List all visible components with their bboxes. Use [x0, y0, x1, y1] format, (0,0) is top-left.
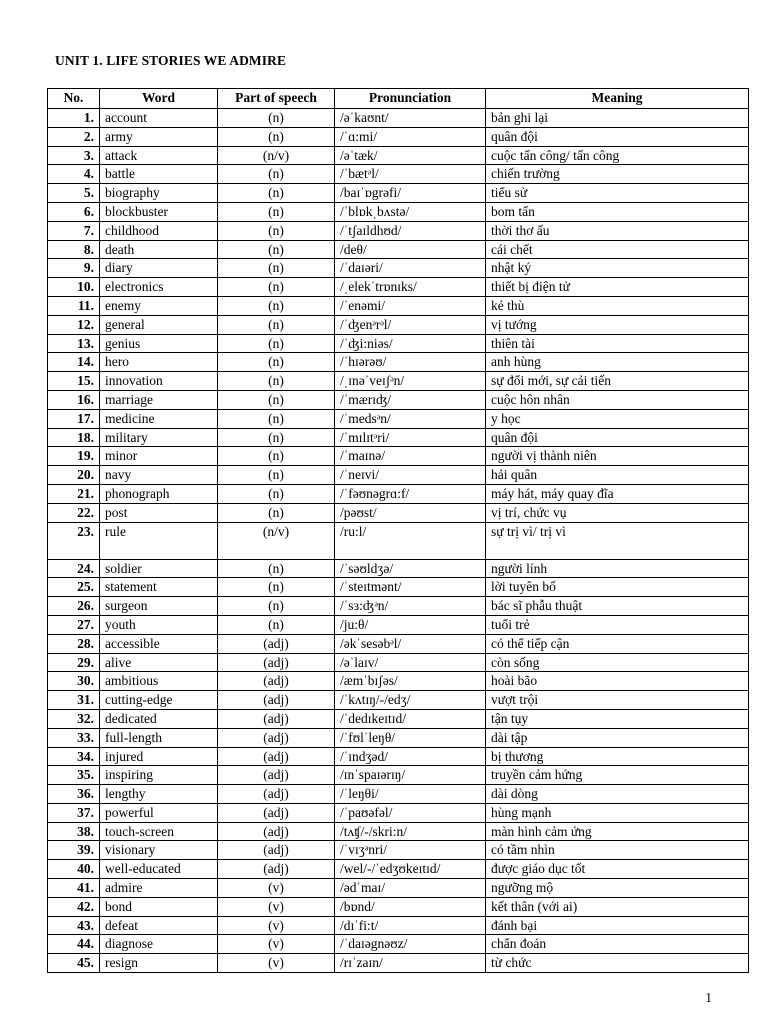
row-meaning: sự đổi mới, sự cải tiến	[486, 372, 749, 391]
row-word: surgeon	[100, 597, 218, 616]
row-word: touch-screen	[100, 822, 218, 841]
row-number: 32.	[48, 709, 100, 728]
row-pronunciation: /æmˈbɪʃəs/	[335, 672, 486, 691]
table-row	[48, 897, 749, 916]
row-part-of-speech: (adj)	[218, 634, 335, 653]
row-number: 37.	[48, 803, 100, 822]
table-row	[48, 841, 749, 860]
row-word: ambitious	[100, 672, 218, 691]
row-part-of-speech: (adj)	[218, 747, 335, 766]
row-meaning: kết thân (với ai)	[486, 897, 749, 916]
row-number: 5.	[48, 184, 100, 203]
row-meaning: tiểu sử	[486, 184, 749, 203]
row-meaning: đánh bại	[486, 916, 749, 935]
row-part-of-speech: (n/v)	[218, 146, 335, 165]
table-row	[48, 202, 749, 221]
table-row	[48, 578, 749, 597]
row-meaning: anh hùng	[486, 353, 749, 372]
row-part-of-speech: (adj)	[218, 766, 335, 785]
row-word: medicine	[100, 409, 218, 428]
row-pronunciation: /ˈtʃaɪldhʊd/	[335, 221, 486, 240]
row-meaning: chẩn đoán	[486, 935, 749, 954]
row-part-of-speech: (v)	[218, 935, 335, 954]
row-number: 19.	[48, 447, 100, 466]
row-pronunciation: /tʌʧ/-/skri:n/	[335, 822, 486, 841]
vocabulary-table	[47, 88, 749, 973]
row-word: blockbuster	[100, 202, 218, 221]
row-word: electronics	[100, 278, 218, 297]
row-meaning: bom tấn	[486, 202, 749, 221]
row-word: genius	[100, 334, 218, 353]
row-meaning: có thể tiếp cận	[486, 634, 749, 653]
row-part-of-speech: (n)	[218, 615, 335, 634]
row-number: 33.	[48, 728, 100, 747]
row-pronunciation: /ˈenəmi/	[335, 296, 486, 315]
row-word: defeat	[100, 916, 218, 935]
row-part-of-speech: (v)	[218, 954, 335, 973]
row-part-of-speech: (n)	[218, 259, 335, 278]
row-pronunciation: /ˈfəʊnəgrɑ:f/	[335, 484, 486, 503]
table-body	[48, 109, 749, 973]
row-word: inspiring	[100, 766, 218, 785]
row-part-of-speech: (n)	[218, 109, 335, 128]
table-row	[48, 278, 749, 297]
row-pronunciation: /ˈsteɪtmənt/	[335, 578, 486, 597]
row-meaning: y học	[486, 409, 749, 428]
header-no: No.	[48, 89, 100, 109]
table-row	[48, 785, 749, 804]
table-row	[48, 935, 749, 954]
row-meaning: tuổi trẻ	[486, 615, 749, 634]
row-meaning: có tầm nhìn	[486, 841, 749, 860]
row-part-of-speech: (v)	[218, 879, 335, 898]
row-part-of-speech: (n)	[218, 466, 335, 485]
row-number: 36.	[48, 785, 100, 804]
table-row	[48, 146, 749, 165]
row-pronunciation: /wel/-/ˈedʒʊkeɪtɪd/	[335, 860, 486, 879]
row-pronunciation: /ˈɑ:mi/	[335, 127, 486, 146]
row-meaning: từ chức	[486, 954, 749, 973]
row-part-of-speech: (n)	[218, 390, 335, 409]
table-row	[48, 240, 749, 259]
row-word: visionary	[100, 841, 218, 860]
table-row	[48, 428, 749, 447]
row-part-of-speech: (n)	[218, 353, 335, 372]
row-meaning: ngưỡng mộ	[486, 879, 749, 898]
row-pronunciation: /ˈʤi:niəs/	[335, 334, 486, 353]
row-part-of-speech: (n)	[218, 221, 335, 240]
row-pronunciation: /əˈlaɪv/	[335, 653, 486, 672]
row-number: 8.	[48, 240, 100, 259]
row-word: youth	[100, 615, 218, 634]
row-meaning: kẻ thù	[486, 296, 749, 315]
row-pronunciation: /ˈbætᵊl/	[335, 165, 486, 184]
row-number: 20.	[48, 466, 100, 485]
row-pronunciation: /ˌelekˈtrɒnɪks/	[335, 278, 486, 297]
row-number: 18.	[48, 428, 100, 447]
row-word: phonograph	[100, 484, 218, 503]
row-part-of-speech: (n)	[218, 428, 335, 447]
row-part-of-speech: (n)	[218, 184, 335, 203]
row-word: marriage	[100, 390, 218, 409]
row-number: 40.	[48, 860, 100, 879]
row-number: 16.	[48, 390, 100, 409]
table-row	[48, 390, 749, 409]
table-row	[48, 597, 749, 616]
row-pronunciation: /rɪˈzaɪn/	[335, 954, 486, 973]
row-word: cutting-edge	[100, 691, 218, 710]
header-word: Word	[100, 89, 218, 109]
row-meaning: dài dòng	[486, 785, 749, 804]
row-pronunciation: /ˈfʊlˈleŋθ/	[335, 728, 486, 747]
row-meaning: vượt trội	[486, 691, 749, 710]
row-pronunciation: /ˈleŋθi/	[335, 785, 486, 804]
row-pronunciation: /baɪˈɒgrəfi/	[335, 184, 486, 203]
row-number: 15.	[48, 372, 100, 391]
row-pronunciation: /ˈdaɪəri/	[335, 259, 486, 278]
row-word: accessible	[100, 634, 218, 653]
row-part-of-speech: (n/v)	[218, 522, 335, 559]
row-pronunciation: /ˌɪnəˈveɪʃᵊn/	[335, 372, 486, 391]
row-number: 31.	[48, 691, 100, 710]
row-pronunciation: /ˈmedsᵊn/	[335, 409, 486, 428]
row-part-of-speech: (n)	[218, 503, 335, 522]
row-meaning: thiết bị điện tử	[486, 278, 749, 297]
row-pronunciation: /ədˈmaɪ/	[335, 879, 486, 898]
row-part-of-speech: (adj)	[218, 785, 335, 804]
row-number: 7.	[48, 221, 100, 240]
row-pronunciation: /ˈmɪlɪtᵊri/	[335, 428, 486, 447]
row-pronunciation: /pəʊst/	[335, 503, 486, 522]
row-meaning: thời thơ ấu	[486, 221, 749, 240]
row-part-of-speech: (adj)	[218, 860, 335, 879]
table-row	[48, 615, 749, 634]
row-pronunciation: /ˈvɪʒᵊnri/	[335, 841, 486, 860]
row-number: 30.	[48, 672, 100, 691]
row-part-of-speech: (adj)	[218, 803, 335, 822]
table-row	[48, 728, 749, 747]
row-number: 1.	[48, 109, 100, 128]
row-number: 43.	[48, 916, 100, 935]
row-part-of-speech: (n)	[218, 578, 335, 597]
header-meaning: Meaning	[486, 89, 749, 109]
table-row	[48, 466, 749, 485]
row-meaning: vị tướng	[486, 315, 749, 334]
row-word: lengthy	[100, 785, 218, 804]
row-number: 9.	[48, 259, 100, 278]
row-number: 38.	[48, 822, 100, 841]
row-number: 26.	[48, 597, 100, 616]
row-part-of-speech: (v)	[218, 897, 335, 916]
row-meaning: người vị thành niên	[486, 447, 749, 466]
table-row	[48, 522, 749, 559]
table-row	[48, 127, 749, 146]
row-meaning: màn hình cảm ứng	[486, 822, 749, 841]
row-part-of-speech: (n)	[218, 409, 335, 428]
row-number: 2.	[48, 127, 100, 146]
row-meaning: tận tụy	[486, 709, 749, 728]
row-meaning: vị trí, chức vụ	[486, 503, 749, 522]
row-pronunciation: /əˈkaʊnt/	[335, 109, 486, 128]
row-pronunciation: /ˈkʌtɪŋ/-/edʒ/	[335, 691, 486, 710]
row-pronunciation: /bɒnd/	[335, 897, 486, 916]
row-pronunciation: /dɪˈfi:t/	[335, 916, 486, 935]
row-word: battle	[100, 165, 218, 184]
row-word: well-educated	[100, 860, 218, 879]
row-part-of-speech: (n)	[218, 296, 335, 315]
row-word: admire	[100, 879, 218, 898]
table-row	[48, 916, 749, 935]
row-part-of-speech: (n)	[218, 597, 335, 616]
table-row	[48, 954, 749, 973]
row-pronunciation: /ˈpaʊəfəl/	[335, 803, 486, 822]
document-title: UNIT 1. LIFE STORIES WE ADMIRE	[55, 53, 287, 68]
row-part-of-speech: (n)	[218, 372, 335, 391]
row-word: navy	[100, 466, 218, 485]
table-row	[48, 747, 749, 766]
row-word: minor	[100, 447, 218, 466]
row-meaning: lời tuyên bố	[486, 578, 749, 597]
table-row	[48, 766, 749, 785]
header-pronunciation: Pronunciation	[335, 89, 486, 109]
table-header-row	[48, 89, 749, 109]
table-row	[48, 860, 749, 879]
row-meaning: bị thương	[486, 747, 749, 766]
row-number: 6.	[48, 202, 100, 221]
table-row	[48, 296, 749, 315]
row-part-of-speech: (adj)	[218, 841, 335, 860]
table-row	[48, 559, 749, 578]
row-word: statement	[100, 578, 218, 597]
row-pronunciation: /əˈtæk/	[335, 146, 486, 165]
table-row	[48, 259, 749, 278]
table-row	[48, 803, 749, 822]
row-number: 14.	[48, 353, 100, 372]
table-row	[48, 879, 749, 898]
row-number: 41.	[48, 879, 100, 898]
row-number: 13.	[48, 334, 100, 353]
table-row	[48, 634, 749, 653]
row-part-of-speech: (adj)	[218, 728, 335, 747]
row-part-of-speech: (n)	[218, 127, 335, 146]
row-number: 34.	[48, 747, 100, 766]
row-word: innovation	[100, 372, 218, 391]
row-number: 11.	[48, 296, 100, 315]
row-word: army	[100, 127, 218, 146]
row-word: account	[100, 109, 218, 128]
row-part-of-speech: (n)	[218, 334, 335, 353]
row-pronunciation: /ɪnˈspaɪərɪŋ/	[335, 766, 486, 785]
row-part-of-speech: (adj)	[218, 672, 335, 691]
row-number: 28.	[48, 634, 100, 653]
header-part-of-speech: Part of speech	[218, 89, 335, 109]
row-number: 21.	[48, 484, 100, 503]
row-meaning: được giáo dục tốt	[486, 860, 749, 879]
row-word: death	[100, 240, 218, 259]
row-pronunciation: /əkˈsesəbᵊl/	[335, 634, 486, 653]
row-part-of-speech: (v)	[218, 916, 335, 935]
row-part-of-speech: (adj)	[218, 822, 335, 841]
row-number: 44.	[48, 935, 100, 954]
row-meaning: cái chết	[486, 240, 749, 259]
row-number: 39.	[48, 841, 100, 860]
row-word: military	[100, 428, 218, 447]
row-part-of-speech: (n)	[218, 202, 335, 221]
row-word: childhood	[100, 221, 218, 240]
row-number: 35.	[48, 766, 100, 785]
row-number: 4.	[48, 165, 100, 184]
row-word: attack	[100, 146, 218, 165]
row-pronunciation: /ˈʤenᵊrᵊl/	[335, 315, 486, 334]
row-meaning: quân đội	[486, 127, 749, 146]
table-row	[48, 315, 749, 334]
row-meaning: cuộc tấn công/ tấn công	[486, 146, 749, 165]
row-word: resign	[100, 954, 218, 973]
row-word: dedicated	[100, 709, 218, 728]
row-meaning: hải quân	[486, 466, 749, 485]
row-number: 23.	[48, 522, 100, 559]
row-word: diagnose	[100, 935, 218, 954]
row-word: biography	[100, 184, 218, 203]
table-row	[48, 334, 749, 353]
row-meaning: thiên tài	[486, 334, 749, 353]
table-row	[48, 484, 749, 503]
row-meaning: người lính	[486, 559, 749, 578]
row-word: post	[100, 503, 218, 522]
table-row	[48, 221, 749, 240]
row-part-of-speech: (n)	[218, 484, 335, 503]
row-pronunciation: /ˈmaɪnə/	[335, 447, 486, 466]
row-word: alive	[100, 653, 218, 672]
row-pronunciation: /ru:l/	[335, 522, 486, 559]
row-part-of-speech: (n)	[218, 559, 335, 578]
row-meaning: còn sống	[486, 653, 749, 672]
row-word: enemy	[100, 296, 218, 315]
row-word: full-length	[100, 728, 218, 747]
row-meaning: dài tập	[486, 728, 749, 747]
table-row	[48, 822, 749, 841]
row-number: 45.	[48, 954, 100, 973]
row-meaning: máy hát, máy quay đĩa	[486, 484, 749, 503]
row-meaning: hùng mạnh	[486, 803, 749, 822]
table-row	[48, 353, 749, 372]
table-row	[48, 409, 749, 428]
row-pronunciation: /ˈɪndʒəd/	[335, 747, 486, 766]
row-number: 42.	[48, 897, 100, 916]
row-part-of-speech: (n)	[218, 165, 335, 184]
row-meaning: hoài bão	[486, 672, 749, 691]
row-pronunciation: /ˈdaɪəgnəʊz/	[335, 935, 486, 954]
row-number: 10.	[48, 278, 100, 297]
row-part-of-speech: (n)	[218, 315, 335, 334]
row-number: 25.	[48, 578, 100, 597]
row-part-of-speech: (n)	[218, 240, 335, 259]
table-row	[48, 372, 749, 391]
row-meaning: sự trị vì/ trị vì	[486, 522, 749, 559]
row-part-of-speech: (adj)	[218, 653, 335, 672]
row-meaning: truyền cảm hứng	[486, 766, 749, 785]
row-number: 17.	[48, 409, 100, 428]
row-pronunciation: /ˈneɪvi/	[335, 466, 486, 485]
row-meaning: nhật ký	[486, 259, 749, 278]
table-row	[48, 447, 749, 466]
page-number: 1	[705, 990, 712, 1005]
table-row	[48, 109, 749, 128]
row-word: rule	[100, 522, 218, 559]
row-word: bond	[100, 897, 218, 916]
row-word: hero	[100, 353, 218, 372]
row-meaning: chiến trường	[486, 165, 749, 184]
row-part-of-speech: (n)	[218, 278, 335, 297]
row-word: injured	[100, 747, 218, 766]
table-row	[48, 653, 749, 672]
row-word: diary	[100, 259, 218, 278]
row-part-of-speech: (n)	[218, 447, 335, 466]
row-pronunciation: /ˈsəʊldʒə/	[335, 559, 486, 578]
row-pronunciation: /ˈhɪərəʊ/	[335, 353, 486, 372]
row-meaning: bác sĩ phẫu thuật	[486, 597, 749, 616]
row-pronunciation: /ˈblɒkˌbʌstə/	[335, 202, 486, 221]
table-row	[48, 672, 749, 691]
row-number: 27.	[48, 615, 100, 634]
row-number: 22.	[48, 503, 100, 522]
row-pronunciation: /ˈsɜ:ʤᵊn/	[335, 597, 486, 616]
table-row	[48, 165, 749, 184]
row-meaning: bản ghi lại	[486, 109, 749, 128]
row-pronunciation: /ˈdedɪkeɪtɪd/	[335, 709, 486, 728]
row-number: 29.	[48, 653, 100, 672]
row-part-of-speech: (adj)	[218, 691, 335, 710]
row-number: 24.	[48, 559, 100, 578]
row-number: 3.	[48, 146, 100, 165]
table-row	[48, 709, 749, 728]
row-meaning: cuộc hôn nhân	[486, 390, 749, 409]
row-word: soldier	[100, 559, 218, 578]
table-row	[48, 184, 749, 203]
table-row	[48, 503, 749, 522]
row-word: general	[100, 315, 218, 334]
row-pronunciation: /ju:θ/	[335, 615, 486, 634]
row-part-of-speech: (adj)	[218, 709, 335, 728]
row-pronunciation: /deθ/	[335, 240, 486, 259]
row-pronunciation: /ˈmærɪʤ/	[335, 390, 486, 409]
row-meaning: quân đội	[486, 428, 749, 447]
row-number: 12.	[48, 315, 100, 334]
table-row	[48, 691, 749, 710]
row-word: powerful	[100, 803, 218, 822]
